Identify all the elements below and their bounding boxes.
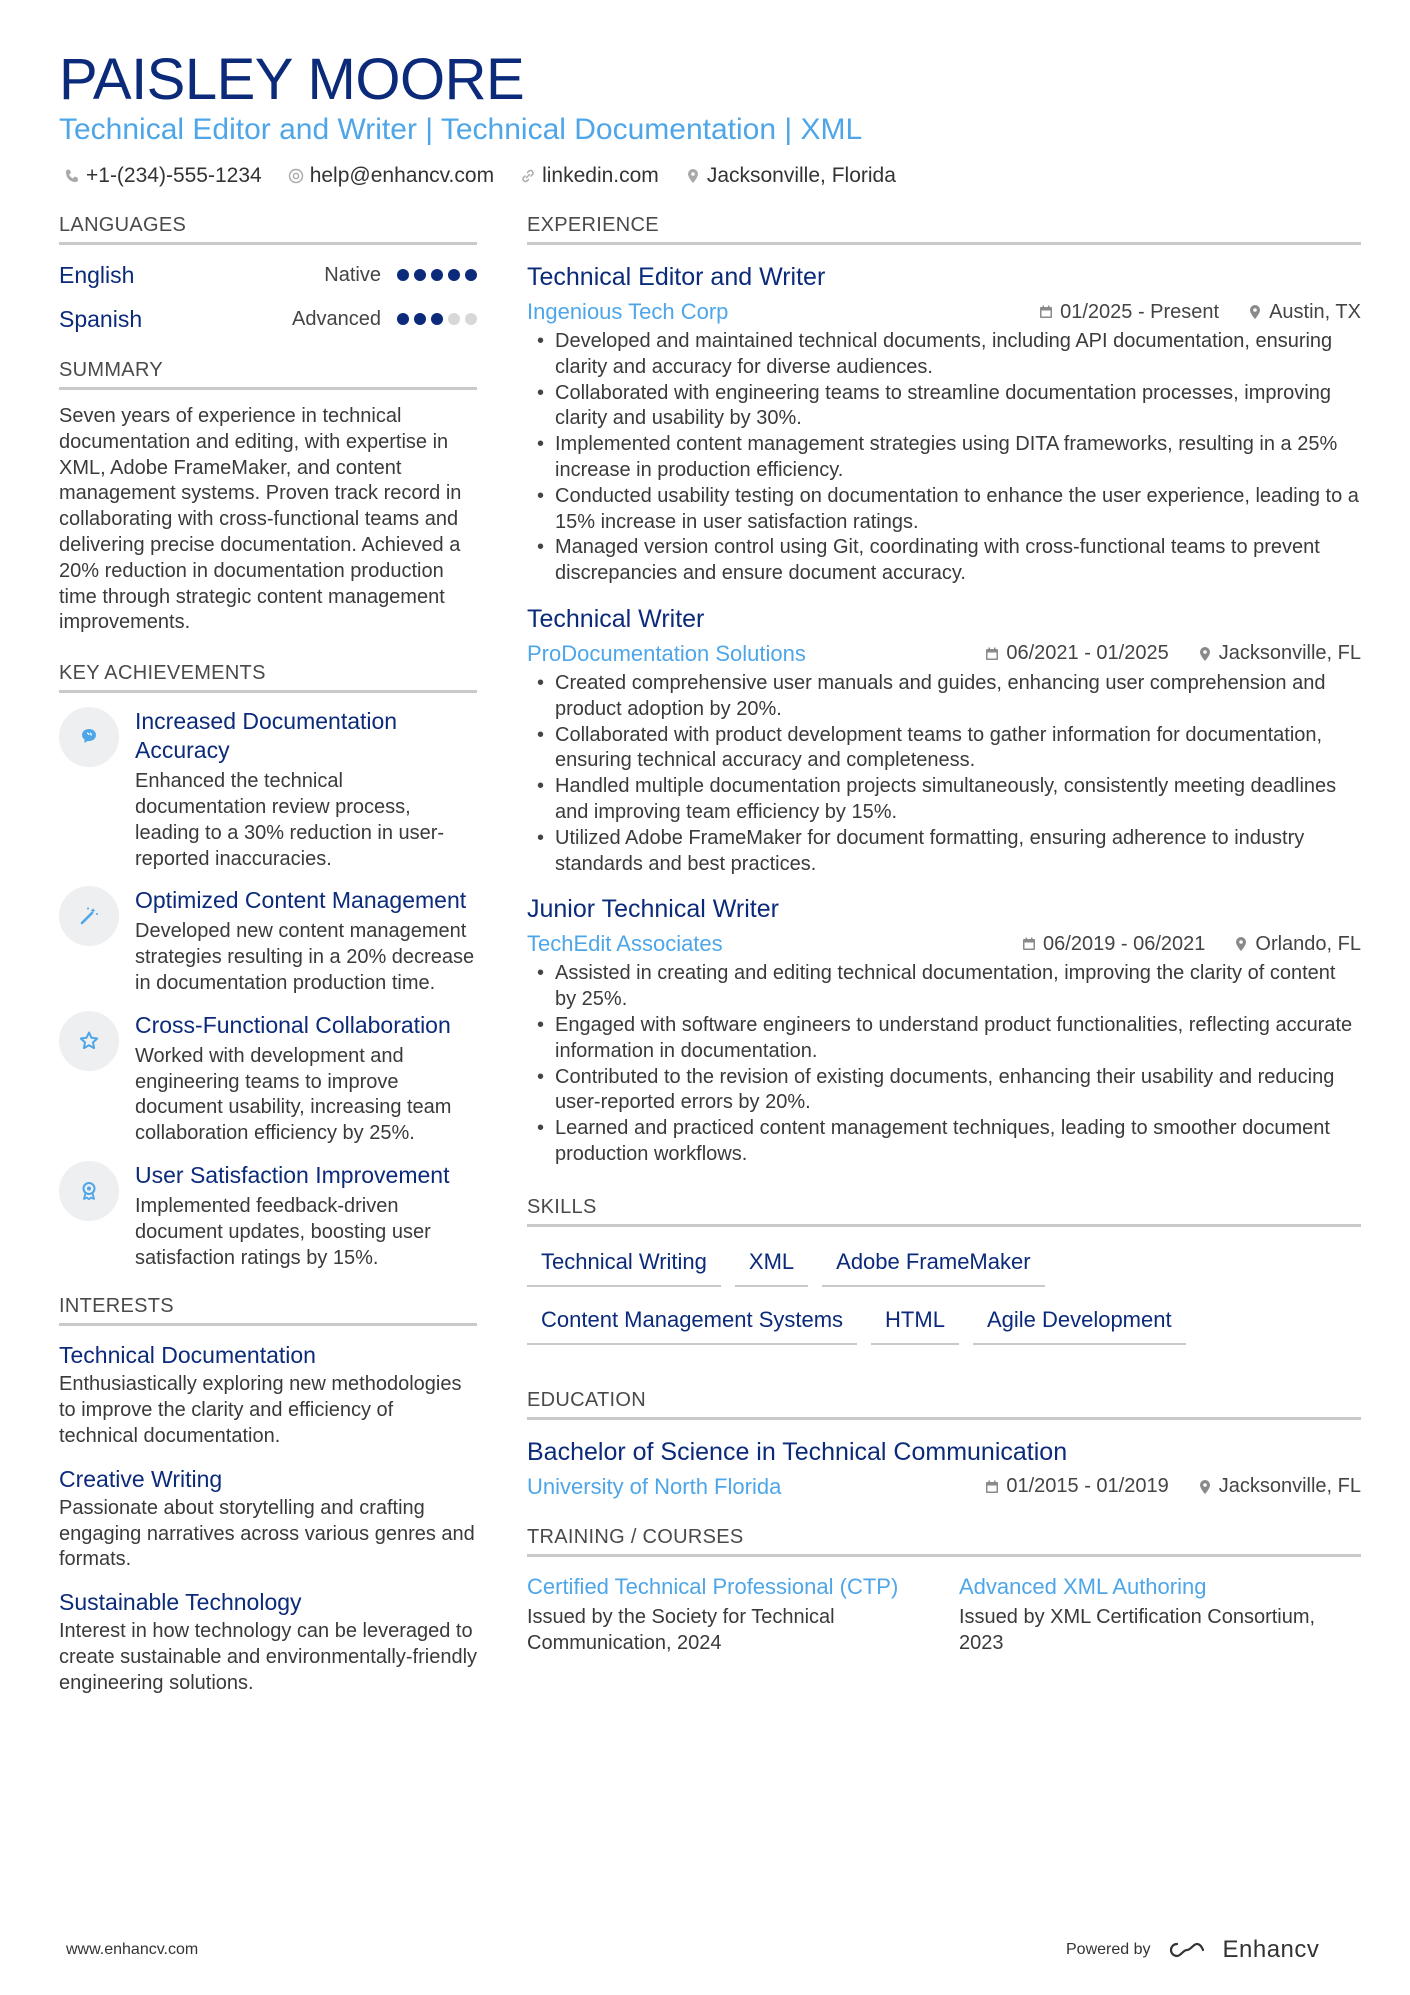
job-location-text: Orlando, FL <box>1255 932 1361 955</box>
education-title: EDUCATION <box>527 1387 1361 1420</box>
language-name: English <box>59 261 135 288</box>
magic-wand-icon <box>59 886 119 946</box>
degree-title: Bachelor of Science in Technical Communication <box>527 1437 1068 1466</box>
languages-title: LANGUAGES <box>59 212 477 245</box>
interest-item <box>59 1340 477 1449</box>
rating-dot-filled <box>431 269 443 281</box>
job-location-text: Austin, TX <box>1269 300 1361 323</box>
location-pin-icon <box>685 168 701 184</box>
job-location <box>1247 301 1361 324</box>
achievement-title: User Satisfaction Improvement <box>135 1161 450 1188</box>
company-name: Ingenious Tech Corp <box>527 299 729 324</box>
footer-website[interactable]: www.enhancv.com <box>66 1941 199 1958</box>
languages-list <box>59 253 477 341</box>
candidate-headline: Technical Editor and Writer | Technical Documentation | XML <box>59 113 863 146</box>
location-pin-icon <box>1197 646 1213 662</box>
experience-title: EXPERIENCE <box>527 212 1361 245</box>
skill-tag: Content Management Systems <box>527 1301 857 1345</box>
education-dates <box>984 1475 1168 1498</box>
course-text: Issued by the Society for Technical Communication, 2024 <box>527 1605 835 1654</box>
achievement-title: Increased Documentation Accuracy <box>135 708 398 764</box>
achievements-title: KEY ACHIEVEMENTS <box>59 660 477 693</box>
enhancv-logo-icon <box>1165 1938 1209 1962</box>
job-dates-text: 06/2019 - 06/2021 <box>1043 932 1206 955</box>
rating-dot-filled <box>465 269 477 281</box>
job-bullet: • Utilized Adobe FrameMaker for document formatting, ensuring adherence to industry standards and best practices. <box>527 826 1361 878</box>
achievements-list <box>59 707 477 1271</box>
interest-title: Creative Writing <box>59 1465 223 1492</box>
job-bullet: • Engaged with software engineers to understand product functionalities, reflecting accurate information in documentation. <box>527 1013 1361 1065</box>
job-dates <box>1021 933 1205 956</box>
education-dates-text: 01/2015 - 01/2019 <box>1006 1475 1169 1498</box>
job-bullet: • Implemented content management strategies using DITA frameworks, resulting in a 25% increase in production efficiency. <box>527 432 1361 484</box>
contact-email[interactable] <box>288 162 494 190</box>
contact-bar <box>64 162 896 190</box>
job-location-text: Jacksonville, FL <box>1218 642 1361 665</box>
job-bullet: • Created comprehensive user manuals and guides, enhancing user comprehension and product adoption by 20%. <box>527 671 1361 723</box>
interest-title: Sustainable Technology <box>59 1589 302 1616</box>
interest-text: Interest in how technology can be leveraged to create sustainable and environmentally-friendly engineering solutions. <box>59 1620 478 1694</box>
job-bullet: • Assisted in creating and editing technical documentation, improving the clarity of content by 25%. <box>527 961 1361 1013</box>
job-bullet: • Developed and maintained technical documents, including API documentation, ensuring clarity and accuracy for diverse audiences. <box>527 329 1361 381</box>
skill-tag: XML <box>735 1243 808 1287</box>
course-item <box>527 1573 929 1657</box>
link-icon <box>520 168 536 184</box>
job-bullets <box>527 961 1361 1167</box>
language-level: Advanced <box>292 307 381 330</box>
school-name: University of North Florida <box>527 1473 782 1499</box>
calendar-icon <box>984 646 1000 662</box>
training-title: TRAINING / COURSES <box>527 1524 1361 1557</box>
job-entry <box>527 261 1361 587</box>
location-pin-icon <box>1247 304 1263 320</box>
job-entry <box>527 893 1361 1167</box>
achievement-item <box>59 707 477 872</box>
achievement-item <box>59 1011 477 1147</box>
skills-list <box>527 1243 1361 1345</box>
course-text: Issued by XML Certification Consortium, 2023 <box>959 1605 1316 1654</box>
job-bullet: • Conducted usability testing on documentation to enhance the user experience, leading to a 15% increase in user satisfaction ratings. <box>527 484 1361 536</box>
rating-dot-filled <box>414 269 426 281</box>
course-item <box>959 1573 1361 1657</box>
education-entry <box>527 1436 1361 1502</box>
phone-text: +1-(234)-555-1234 <box>86 164 262 187</box>
location-pin-icon <box>1197 1479 1213 1495</box>
job-title: Junior Technical Writer <box>527 895 779 924</box>
award-icon <box>59 1161 119 1221</box>
rating-dot-filled <box>397 313 409 325</box>
education-location <box>1197 1475 1361 1498</box>
job-dates <box>1038 301 1219 324</box>
interests-list <box>59 1340 477 1696</box>
phone-icon <box>64 168 80 184</box>
skill-tag: Technical Writing <box>527 1243 721 1287</box>
achievement-text: Enhanced the technical documentation review process, leading to a 30% reduction in user-reported inaccuracies. <box>135 770 445 870</box>
skills-title: SKILLS <box>527 1194 1361 1227</box>
company-name: ProDocumentation Solutions <box>527 640 806 666</box>
interest-text: Passionate about storytelling and crafting engaging narratives across various genres and formats. <box>59 1496 475 1571</box>
company-name: TechEdit Associates <box>527 931 723 957</box>
job-dates-text: 01/2025 - Present <box>1060 300 1220 323</box>
job-bullet: • Collaborated with product development teams to gather information for documentation, ensuring technical accuracy and completeness. <box>527 723 1361 775</box>
job-title: Technical Editor and Writer <box>527 263 826 291</box>
education-location-text: Jacksonville, FL <box>1218 1475 1361 1498</box>
job-dates <box>984 642 1168 665</box>
interest-item <box>59 1587 477 1696</box>
job-bullets <box>527 329 1361 587</box>
language-rating <box>397 313 477 325</box>
email-text: help@enhancv.com <box>309 164 495 187</box>
job-dates-text: 06/2021 - 01/2025 <box>1006 642 1169 665</box>
language-rating <box>397 269 477 281</box>
skill-tag: HTML <box>871 1301 959 1345</box>
job-location <box>1233 933 1361 956</box>
left-column <box>59 212 477 1697</box>
rating-dot-filled <box>448 269 460 281</box>
candidate-name: PAISLEY MOORE <box>59 47 525 112</box>
linkedin-text: linkedin.com <box>542 164 659 187</box>
rating-dot-filled <box>414 313 426 325</box>
language-item <box>59 297 477 341</box>
calendar-icon <box>1038 304 1054 320</box>
achievement-item <box>59 886 477 996</box>
powered-by-label: Powered by <box>1066 1941 1151 1958</box>
interests-title: INTERESTS <box>59 1293 477 1326</box>
summary-title: SUMMARY <box>59 357 477 390</box>
language-name: Spanish <box>59 305 143 332</box>
summary-text: Seven years of experience in technical documentation and editing, with expertise in XML, Adobe FrameMaker, and content management systems. Proven track record in collaborating with cross-functional teams and delivering precise documentation. Achieved a 20% reduction in documentation production time through strategic content management improvements. <box>59 405 462 634</box>
language-item <box>59 253 477 297</box>
brand-name: Enhancv <box>1222 1936 1320 1963</box>
rating-dot-filled <box>397 269 409 281</box>
job-bullet: • Collaborated with engineering teams to streamline documentation processes, improving clarity and usability by 30%. <box>527 381 1361 433</box>
footer-branding <box>1066 1936 1319 1964</box>
calendar-icon <box>1021 936 1037 952</box>
job-title: Technical Writer <box>527 604 705 633</box>
job-bullet: • Handled multiple documentation projects simultaneously, consistently meeting deadlines and improving team efficiency by 15%. <box>527 774 1361 826</box>
achievement-text: Implemented feedback-driven document updates, boosting user satisfaction ratings by 15%. <box>135 1194 431 1269</box>
right-column <box>527 212 1361 1656</box>
job-entry <box>527 603 1361 877</box>
at-icon <box>288 168 304 184</box>
location-text: Jacksonville, Florida <box>706 164 896 187</box>
location-pin-icon <box>1233 936 1249 952</box>
rating-dot-empty <box>465 313 477 325</box>
interest-text: Enthusiastically exploring new methodologies to improve the clarity and efficiency of technical documentation. <box>59 1373 462 1447</box>
rating-dot-filled <box>431 313 443 325</box>
achievement-title: Cross-Functional Collaboration <box>135 1011 451 1038</box>
rating-dot-empty <box>448 313 460 325</box>
skill-tag: Agile Development <box>973 1301 1186 1345</box>
language-level: Native <box>324 263 381 286</box>
contact-phone[interactable] <box>64 162 262 190</box>
achievement-text: Developed new content management strategies resulting in a 20% decrease in documentation production time. <box>135 920 475 994</box>
interest-item <box>59 1464 477 1573</box>
job-location <box>1197 642 1361 665</box>
achievement-item <box>59 1161 477 1271</box>
skill-tag: Adobe FrameMaker <box>822 1243 1044 1287</box>
job-bullet: • Contributed to the revision of existing documents, enhancing their usability and reducing user-reported errors by 20%. <box>527 1065 1361 1117</box>
job-bullet: • Learned and practiced content management techniques, leading to smoother document production workflows. <box>527 1116 1361 1168</box>
job-bullets <box>527 671 1361 877</box>
courses-list <box>527 1573 1361 1657</box>
contact-location <box>685 162 896 190</box>
job-bullet: • Managed version control using Git, coordinating with cross-functional teams to prevent discrepancies and ensure document accuracy. <box>527 535 1361 587</box>
achievement-text: Worked with development and engineering teams to improve document usability, increasing team collaboration efficiency by 25%. <box>135 1044 452 1145</box>
achievement-title: Optimized Content Management <box>135 887 467 914</box>
contact-linkedin[interactable] <box>520 162 659 190</box>
course-title: Certified Technical Professional (CTP) <box>527 1573 899 1599</box>
interest-title: Technical Documentation <box>59 1342 316 1369</box>
calendar-icon <box>984 1479 1000 1495</box>
star-icon <box>59 1011 119 1071</box>
brain-icon <box>59 707 119 767</box>
course-title: Advanced XML Authoring <box>959 1573 1207 1599</box>
